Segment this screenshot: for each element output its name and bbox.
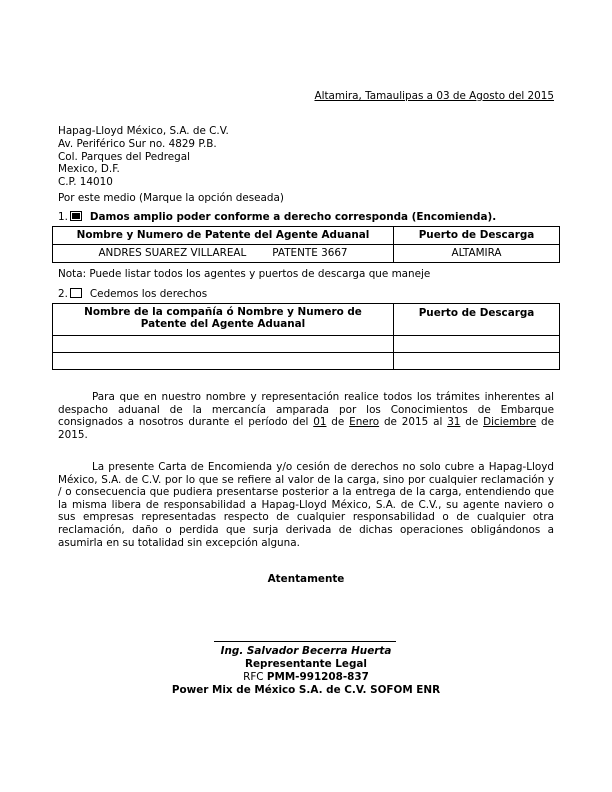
- address-line-street: Av. Periférico Sur no. 4829 P.B.: [58, 137, 217, 150]
- option-1-checkbox[interactable]: [70, 211, 82, 221]
- signer-company: Power Mix de México S.A. de C.V. SOFOM ENR: [171, 684, 441, 696]
- day-from: 01: [313, 416, 327, 429]
- month-from: Enero: [349, 416, 380, 429]
- signer-name: Ing. Salvador Becerra Huerta: [220, 645, 392, 657]
- table-header-row: [53, 227, 560, 245]
- table-header-row: [53, 304, 560, 336]
- signer-title: Representante Legal: [245, 658, 367, 670]
- agents-table: [52, 226, 560, 263]
- paragraph-authorization: Para que en nuestro nombre y representación realice todos los trámites inherentes al despacho aduanal de la mercancía amparada por los Conocimientos de Embarque consignados a nosotros durante el período del 01 de Enero de 2015 al 31 de Diciembre de 2015.: [58, 391, 554, 441]
- empty-cell[interactable]: [394, 353, 560, 370]
- table-row: [53, 353, 560, 370]
- address-line-zip: C.P. 14010: [58, 176, 113, 189]
- address-line-company: Hapag-Lloyd México, S.A. de C.V.: [58, 125, 229, 137]
- option-2-number: 2.: [58, 288, 68, 300]
- signature-line: [214, 641, 396, 642]
- option-1-label: Damos amplio poder conforme a derecho corresponda (Encomienda).: [89, 211, 497, 223]
- month-to: Diciembre: [483, 416, 537, 429]
- option-1: [58, 211, 496, 224]
- empty-cell[interactable]: [53, 353, 394, 370]
- agent-patent: PATENTE 3667: [272, 247, 348, 260]
- agent-name: ANDRES SUAREZ VILLAREAL: [98, 247, 247, 260]
- option-2-checkbox[interactable]: [70, 288, 82, 298]
- address-line-colony: Col. Parques del Pedregal: [58, 150, 190, 163]
- agent-cell: [53, 245, 394, 263]
- option-1-number: 1.: [58, 211, 68, 223]
- day-to: 31: [447, 416, 461, 429]
- signer-rfc: RFC PMM-991208-837: [243, 671, 369, 683]
- header-agent: Nombre y Numero de Patente del Agente Aduanal: [53, 227, 394, 245]
- empty-cell[interactable]: [394, 336, 560, 353]
- option-2-label: Cedemos los derechos: [89, 288, 208, 300]
- note-text: Nota: Puede listar todos los agentes y puertos de descarga que maneje: [58, 268, 431, 280]
- header-company: Nombre de la compañía ó Nombre y Numero de Patente del Agente Aduanal: [53, 304, 394, 336]
- closing: Atentamente: [267, 573, 345, 585]
- header-port: Puerto de Descarga: [394, 227, 560, 245]
- rights-table: [52, 303, 560, 370]
- header-port: Puerto de Descarga: [394, 304, 560, 336]
- instruction-text: Por este medio (Marque la opción deseada): [58, 192, 284, 204]
- recipient-address: [58, 125, 229, 189]
- port-cell: ALTAMIRA: [394, 245, 560, 263]
- table-row: [53, 336, 560, 353]
- address-line-city: Mexico, D.F.: [58, 163, 120, 176]
- table-row: [53, 245, 560, 263]
- empty-cell[interactable]: [53, 336, 394, 353]
- paragraph-liability: La presente Carta de Encomienda y/o cesión de derechos no solo cubre a Hapag-Lloyd México, S.A. de C.V. por lo que se refiere al valor de la carga, sino por cualquier reclamación y / o consecuencia que pudiera presentarse posterior a la entrega de la carga, entendiendo que la misma libera de responsabilidad a Hapag-Lloyd México, S.A. de C.V., su agente naviero o sus empresas representadas respecto de cualquier responsabilidad o de cualquier otra reclamación, daño o perdida que surja derivada de dichas operaciones obligándonos a asumirla en su totalidad sin excepción alguna.: [58, 461, 554, 549]
- date-line: Altamira, Tamaulipas a 03 de Agosto del 2015: [314, 90, 554, 102]
- option-2: [58, 288, 207, 301]
